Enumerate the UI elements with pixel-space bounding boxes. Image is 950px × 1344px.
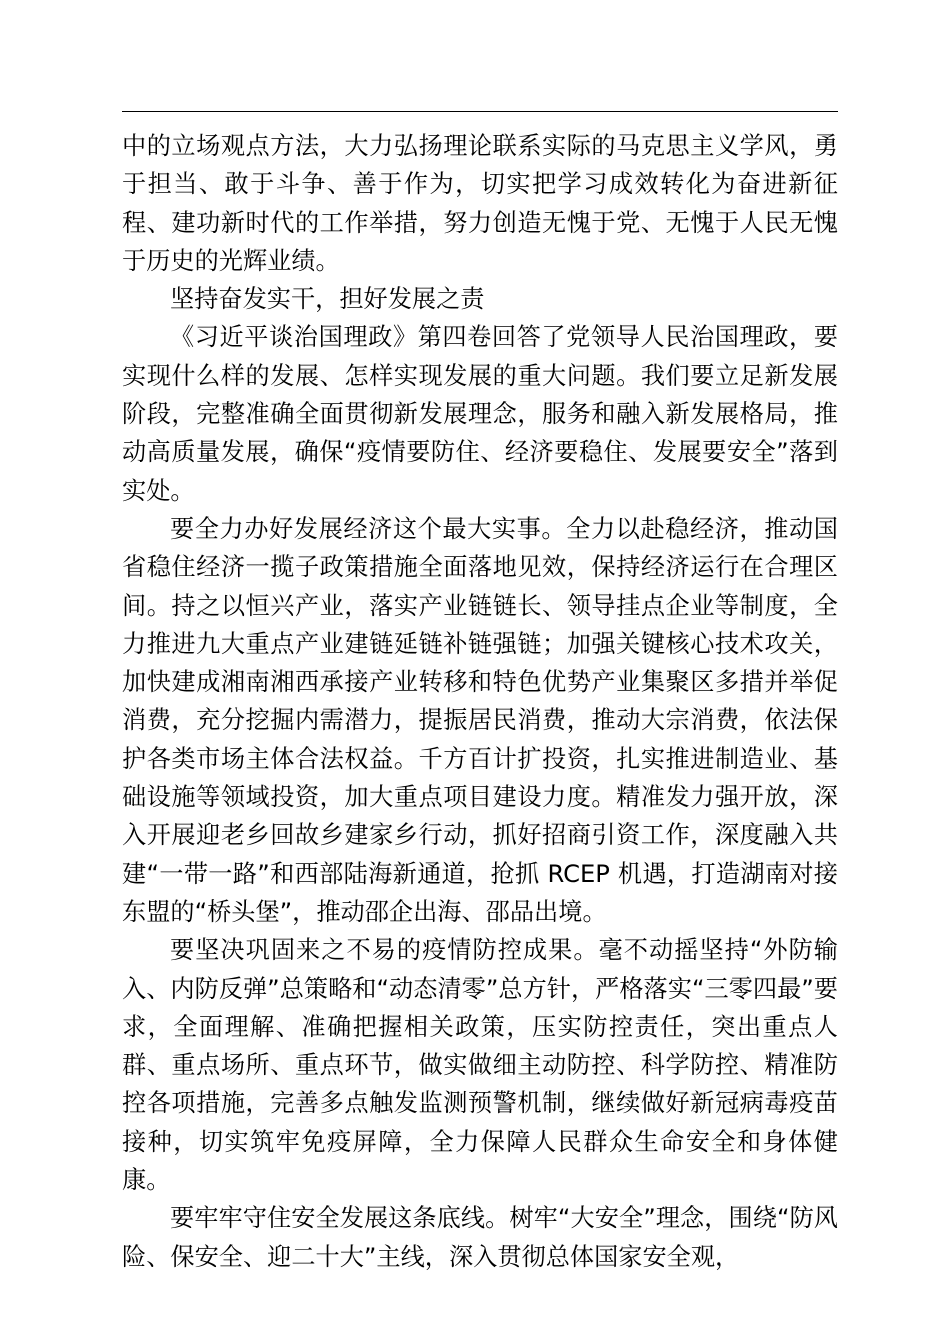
paragraph-epidemic: 要坚决巩固来之不易的疫情防控成果。毫不动摇坚持“外防输入、内防反弹”总策略和“动态清零”总方针，严格落实“三零四最”要求，全面理解、准确把握相关政策，压实防控责任，突出重点人群、重点场所、重点环节，做实做细主动防控、科学防控、精准防控各项措施，完善多点触发监测预警机制，继续做好新冠病毒疫苗接种，切实筑牢免疫屏障，全力保障人民群众生命安全和身体健康。 <box>122 936 838 1195</box>
paragraph-continuation: 中的立场观点方法，大力弘扬理论联系实际的马克思主义学风，勇于担当、敢于斗争、善于作为，切实把学习成效转化为奋进新征程、建功新时代的工作举措，努力创造无愧于党、无愧于人民无愧于历史的光辉业绩。 <box>122 132 838 275</box>
paragraph-economy: 要全力办好发展经济这个最大实事。全力以赴稳经济，推动国省稳住经济一揽子政策措施全面落地见效，保持经济运行在合理区间。持之以恒兴产业，落实产业链链长、领导挂点企业等制度，全力推进九大重点产业建链延链补链强链；加强关键核心技术攻关，加快建成湘南湘西承接产业转移和特色优势产业集聚区多措并举促消费，充分挖掘内需潜力，提振居民消费，推动大宗消费，依法保护各类市场主体合法权益。千方百计扩投资，扎实推进制造业、基础设施等领域投资，加大重点项目建设力度。精准发力强开放，深入开展迎老乡回故乡建家乡行动，抓好招商引资工作，深度融入共建“一带一路”和西部陆海新通道，抢抓 RCEP 机遇，打造湖南对接东盟的“桥头堡”，推动邵企出海、邵品出境。 <box>122 514 838 926</box>
header-rule <box>122 111 838 112</box>
document-body <box>122 127 838 1276</box>
section-heading: 坚持奋发实干，担好发展之责 <box>170 285 485 314</box>
paragraph-intro: 《习近平谈治国理政》第四卷回答了党领导人民治国理政，要实现什么样的发展、怎样实现发展的重大问题。我们要立足新发展阶段，完整准确全面贯彻新发展理念，服务和融入新发展格局，推动高质量发展，确保“疫情要防住、经济要稳住、发展要安全”落到实处。 <box>122 323 838 505</box>
paragraph-security: 要牢牢守住安全发展这条底线。树牢“大安全”理念，围绕“防风险、保安全、迎二十大”主线，深入贯彻总体国家安全观， <box>122 1204 838 1271</box>
